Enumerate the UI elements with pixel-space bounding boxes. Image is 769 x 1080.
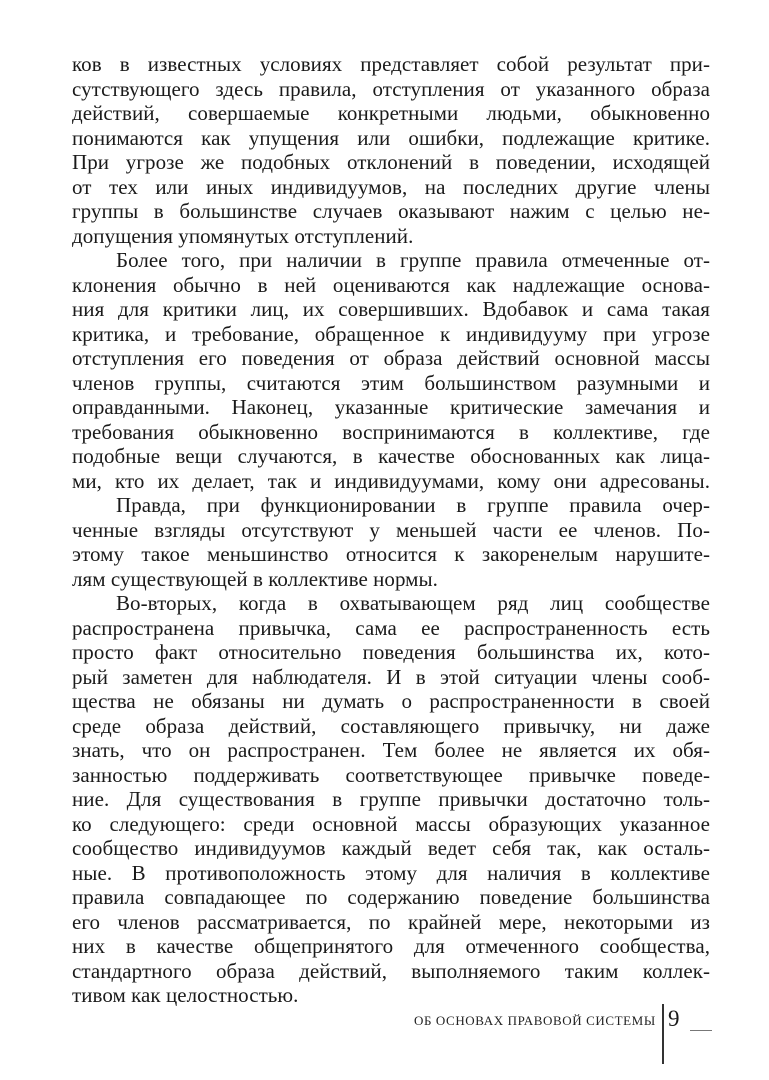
text-line: среде образа действий, составляющего привычку, ни даже [72,713,710,738]
text-line: сутствующего здесь правила, отступления от указанного образа [72,76,710,101]
running-head: ОБ ОСНОВАХ ПРАВОВОЙ СИСТЕМЫ [414,1013,656,1028]
text-line: тивом как целостностью. [72,983,299,1007]
text-line: Во-вторых, когда в охватывающем ряд лиц сообществе [116,591,710,615]
text-line: распространена привычка, сама ее распространенность есть [72,615,710,640]
text-line: стандартного образа действий, выполняемого таким коллек- [72,958,710,983]
text-line: клонения обычно в ней оцениваются как надлежащие основа- [72,272,710,297]
text-line: щества не обязаны ни думать о распространенности в своей [72,689,710,713]
text-line: отступления его поведения от образа действий основной массы [72,346,710,370]
text-line: понимаются как упущения или ошибки, подлежащие критике. [72,125,710,150]
text-line: ков в известных условиях представляет собой результат при- [72,52,710,76]
text-line: требования обыкновенно воспринимаются в коллективе, где [72,419,710,444]
text-line: ми, кто их делает, так и индивидуумами, кому они адресованы. [72,468,710,493]
page-footer [414,1006,710,1040]
text-line: ченные взгляды отсутствуют у меньшей части ее членов. По- [72,517,710,542]
text-line: ние. Для существования в группе привычки достаточно толь- [72,787,710,811]
footer-underline [690,1030,712,1031]
page-number: 9 [668,1006,680,1031]
text-line: его членов рассматривается, по крайней мере, некоторыми из [72,909,710,934]
text-line: ния для критики лиц, их совершивших. Вдобавок и сама такая [72,297,710,321]
text-line: Более того, при наличии в группе правила отмеченные от- [116,248,710,272]
text-line: группы в большинстве случаев оказывают нажим с целью не- [72,199,710,223]
text-line: допущения упомянутых отступлений. [72,223,414,248]
text-line: оправданными. Наконец, указанные критические замечания и [72,395,710,419]
folio-rule [662,1004,664,1064]
text-line: подобные вещи случаются, в качестве обоснованных как лица- [72,444,710,468]
text-line: Правда, при функционировании в группе правила очер- [116,493,710,517]
page-body [72,52,710,1008]
text-line: них в качестве общепринятого для отмеченного сообщества, [72,934,710,958]
text-line: этому такое меньшинство относится к закоренелым нарушите- [72,542,710,566]
text-line: ные. В противоположность этому для наличия в коллективе [72,860,710,885]
text-line: рый заметен для наблюдателя. И в этой ситуации члены сооб- [72,664,710,689]
text-line: знать, что он распространен. Тем более не является их обя- [72,738,710,762]
text-line: правила совпадающее по содержанию поведение большинства [72,885,710,909]
text-line: При угрозе же подобных отклонений в поведении, исходящей [72,150,710,174]
text-line: сообщество индивидуумов каждый ведет себя так, как осталь- [72,836,710,860]
text-line: просто факт относительно поведения большинства их, кото- [72,640,710,664]
text-line: занностью поддерживать соответствующее привычке поведе- [72,762,710,787]
text-line: от тех или иных индивидуумов, на последних другие члены [72,174,710,199]
text-line: действий, совершаемые конкретными людьми, обыкновенно [72,101,710,125]
text-line: членов группы, считаются этим большинством разумными и [72,370,710,395]
text-line: ко следующего: среди основной массы образующих указанное [72,811,710,836]
body-text [72,52,710,1008]
text-line: лям существующей в коллективе нормы. [72,566,438,591]
text-line: критика, и требование, обращенное к индивидууму при угрозе [72,321,710,346]
